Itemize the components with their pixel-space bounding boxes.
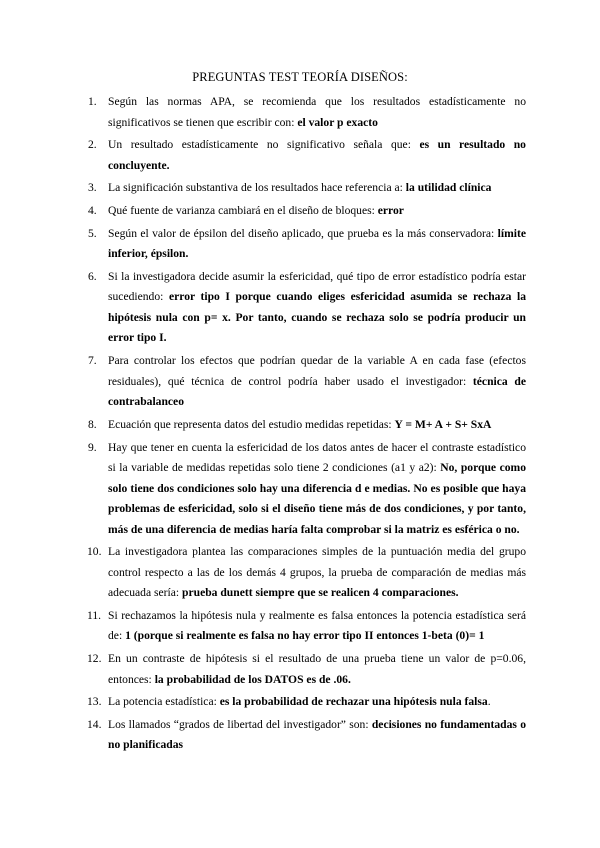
question-number: 3. [88,181,97,195]
question-answer: prueba dunett siempre que se realicen 4 comparaciones. [182,586,459,600]
question-answer: 1 (porque si realmente es falsa no hay error tipo II entonces 1-beta (0)= 1 [125,629,485,643]
question-item [88,92,526,133]
question-number: 11. [87,608,102,622]
question-text: La potencia estadística: [108,695,220,709]
question-number: 2. [88,138,97,152]
question-number: 12. [87,652,102,666]
question-number: 13. [87,695,102,709]
question-answer: la utilidad clínica [405,181,492,195]
question-item [87,692,526,713]
question-number: 8. [88,417,97,431]
question-item [88,135,526,176]
question-answer: es la probabilidad de rechazar una hipótesis nula falsa [219,695,488,709]
question-answer: técnica de contrabalanceo [108,374,526,409]
question-item [88,178,526,199]
question-text: Los llamados “grados de libertad del investigador” son: [108,717,372,731]
question-item [87,606,526,647]
question-list [87,92,526,758]
question-item [87,649,526,690]
question-item [88,351,526,413]
question-answer: error [377,204,404,218]
question-number: 5. [88,226,97,240]
question-suffix: . [487,695,491,709]
question-text: Según el valor de épsilon del diseño aplicado, que prueba es la más conservadora: [108,226,498,240]
question-text: Según las normas APA, se recomienda que los resultados estadísticamente no significativos se tienen que escribir con: [108,95,526,129]
question-text: Para controlar los efectos que podrían quedar de la variable A en cada fase (efectos residuales), qué técnica de control podría haber usado el investigador: [108,354,526,388]
question-item [87,715,526,756]
question-answer: No, porque como solo tiene dos condiciones solo hay una diferencia d e medias. No es posible que haya problemas de esfericidad, solo si el diseño tiene más de dos condiciones, y por tanto, más de una diferencia de medias haría falta comprobar si la matriz es esférica o no. [108,461,526,536]
question-answer: el valor p exacto [297,115,378,129]
question-text: Si rechazamos la hipótesis nula y realmente es falsa entonces la potencia estadística será de: [108,608,526,643]
question-text: La investigadora plantea las comparaciones simples de la puntuación media del grupo control respecto a las de los demás 4 grupos, la prueba de comparación de medias más adecuada sería: [108,545,526,600]
page-title: PREGUNTAS TEST TEORÍA DISEÑOS: [192,70,408,84]
question-answer: la probabilidad de los DATOS es de .06. [154,672,351,686]
question-item [88,224,526,265]
question-number: 4. [88,204,97,218]
question-answer: límite inferior, épsilon. [108,226,526,261]
question-item [88,201,526,222]
question-number: 6. [88,269,97,283]
question-answer: Y = M+ A + S+ SxA [394,417,492,431]
question-number: 1. [88,95,97,108]
question-text: En un contraste de hipótesis si el resultado de una prueba tiene un valor de p=0.06, entonces: [108,652,526,686]
question-text: Hay que tener en cuenta la esfericidad de los datos antes de hacer el contraste estadístico si la variable de medidas repetidas solo tiene 2 condiciones (a1 y a2): [108,440,526,474]
question-text: Si la investigadora decide asumir la esfericidad, qué tipo de error estadístico podría estar sucediendo: [108,269,526,304]
question-text: Qué fuente de varianza cambiará en el diseño de bloques: [108,204,378,218]
question-number: 10. [87,545,102,559]
question-text: Un resultado estadísticamente no significativo señala que: [108,138,420,152]
question-answer: decisiones no fundamentadas o no planificadas [108,717,526,752]
question-item [88,438,526,541]
question-answer: error tipo I porque cuando eliges esfericidad asumida se rechaza la hipótesis nula con p= x. Por tanto, cuando se rechaza solo se podría producir un error tipo I. [108,290,526,345]
question-number: 9. [88,440,97,454]
question-item [87,542,526,604]
question-item [88,415,526,436]
question-answer: es un resultado no concluyente. [108,138,526,172]
question-number: 14. [87,717,102,731]
question-text: Ecuación que representa datos del estudio medidas repetidas: [108,417,395,431]
question-number: 7. [88,354,97,368]
question-text: La significación substantiva de los resultados hace referencia a: [108,181,406,195]
question-item [88,267,526,349]
